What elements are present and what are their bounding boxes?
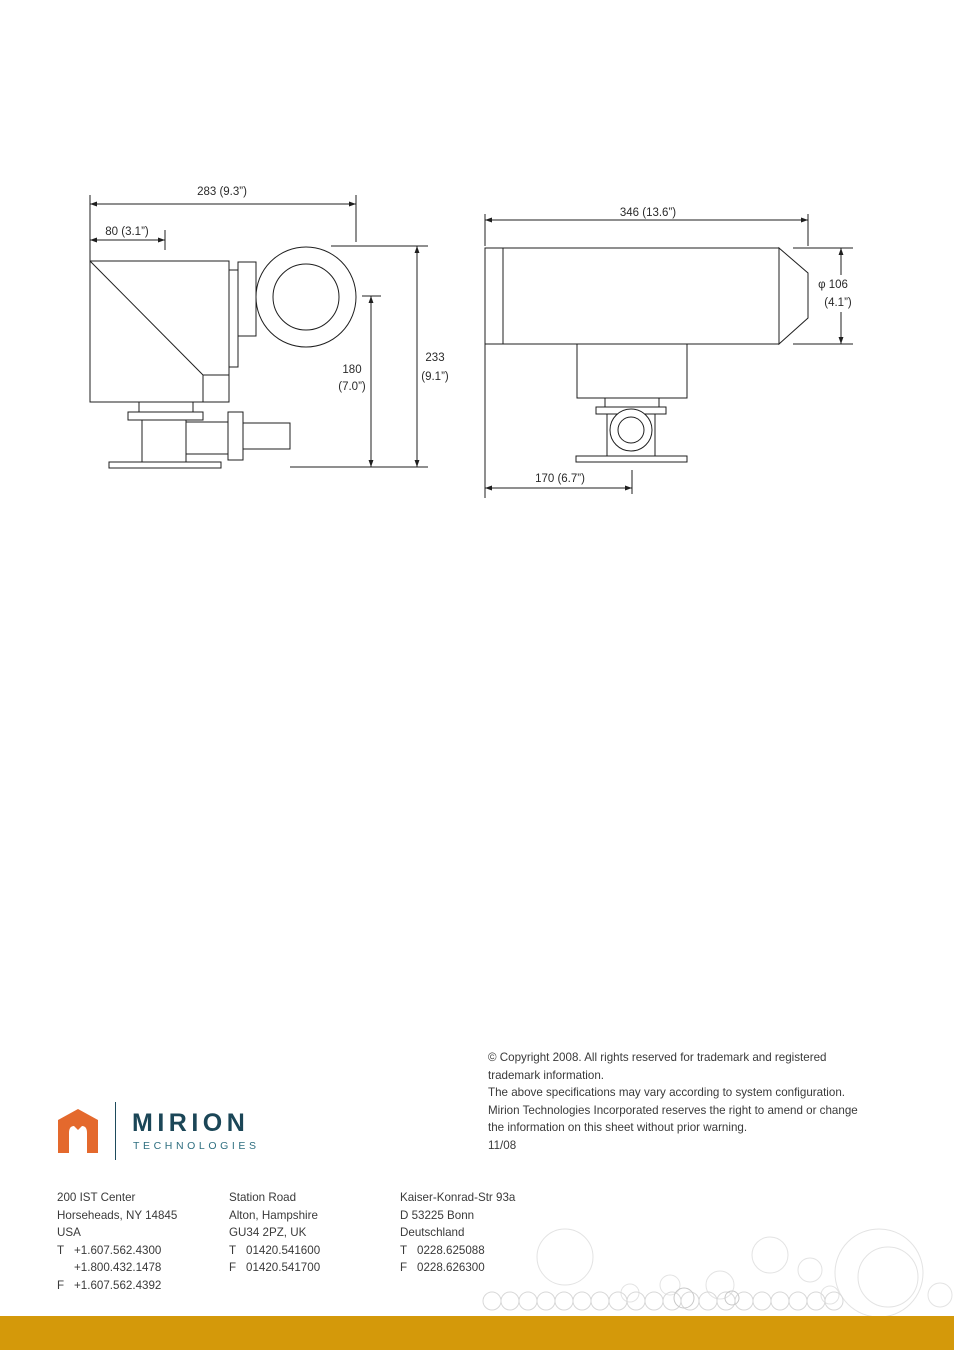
dim-base-offset: 170 (6.7”): [535, 473, 585, 485]
dim-diameter-value: φ 106: [818, 279, 848, 291]
address-line: Horseheads, NY 14845: [57, 1208, 178, 1222]
copyright-line: trademark information.: [488, 1068, 604, 1082]
bubble-pattern: [470, 1215, 954, 1316]
dim-diameter-inch: (4.1”): [824, 297, 852, 309]
dim-inner-height-value: 180: [342, 364, 362, 376]
logo-subtitle: TECHNOLOGIES: [133, 1140, 260, 1152]
fax-label: F: [229, 1261, 237, 1275]
phone-label: T: [229, 1243, 237, 1257]
address-usa: [57, 1189, 177, 1295]
dim-total-height-inch: (9.1”): [421, 371, 449, 383]
dim-inner-height-inch: (7.0”): [338, 381, 366, 393]
front-view: [90, 186, 449, 468]
address-line: Deutschland: [400, 1226, 465, 1240]
address-line: D 53225 Bonn: [400, 1208, 475, 1222]
phone-number: 0228.625088: [417, 1243, 485, 1257]
phone-number: 01420.541600: [246, 1243, 321, 1257]
phone-line: [57, 1259, 177, 1277]
phone-line: [57, 1242, 177, 1260]
side-view: [485, 207, 853, 498]
fax-label: F: [57, 1278, 65, 1292]
mirion-logo: [56, 1102, 276, 1164]
dim-total-height-value: 233: [425, 352, 445, 364]
address-uk: [229, 1189, 320, 1277]
address-line: Alton, Hampshire: [229, 1208, 318, 1222]
phone-number: +1.800.432.1478: [74, 1261, 162, 1275]
address-line: Kaiser-Konrad-Str 93a: [400, 1191, 516, 1204]
fax-line: [229, 1259, 320, 1277]
phone-line: [229, 1242, 320, 1260]
address-line: Station Road: [229, 1191, 297, 1204]
phone-number: +1.607.562.4300: [74, 1243, 162, 1257]
address-line: GU34 2PZ, UK: [229, 1226, 307, 1240]
phone-label: T: [400, 1243, 408, 1257]
footer-bar: [0, 1316, 954, 1350]
copyright-line: Mirion Technologies Incorporated reserves the right to amend or change: [488, 1103, 858, 1117]
copyright-line: The above specifications may vary according to system configuration.: [488, 1086, 846, 1100]
logo-separator: [115, 1102, 116, 1160]
copyright-line: © Copyright 2008. All rights reserved for trademark and registered: [488, 1051, 827, 1064]
fax-number: 01420.541700: [246, 1261, 321, 1275]
fax-line: [57, 1277, 177, 1295]
dim-side-length: 346 (13.6”): [619, 207, 677, 219]
logo-brand: MIRION: [132, 1109, 250, 1137]
fax-label: F: [400, 1261, 408, 1275]
phone-label: T: [57, 1243, 65, 1257]
fax-number: +1.607.562.4392: [74, 1278, 162, 1292]
copyright-line: the information on this sheet without prior warning.: [488, 1121, 748, 1135]
copyright-date: 11/08: [488, 1138, 517, 1152]
address-line: USA: [57, 1226, 81, 1240]
mirion-logo-icon: [56, 1108, 100, 1154]
copyright-notice: [488, 1049, 908, 1155]
dim-left-offset: 80 (3.1”): [105, 226, 149, 238]
dimension-drawing: [0, 0, 954, 520]
dim-overall-width: 283 (9.3”): [197, 186, 247, 198]
address-line: 200 IST Center: [57, 1191, 136, 1204]
fax-number: 0228.626300: [417, 1261, 485, 1275]
